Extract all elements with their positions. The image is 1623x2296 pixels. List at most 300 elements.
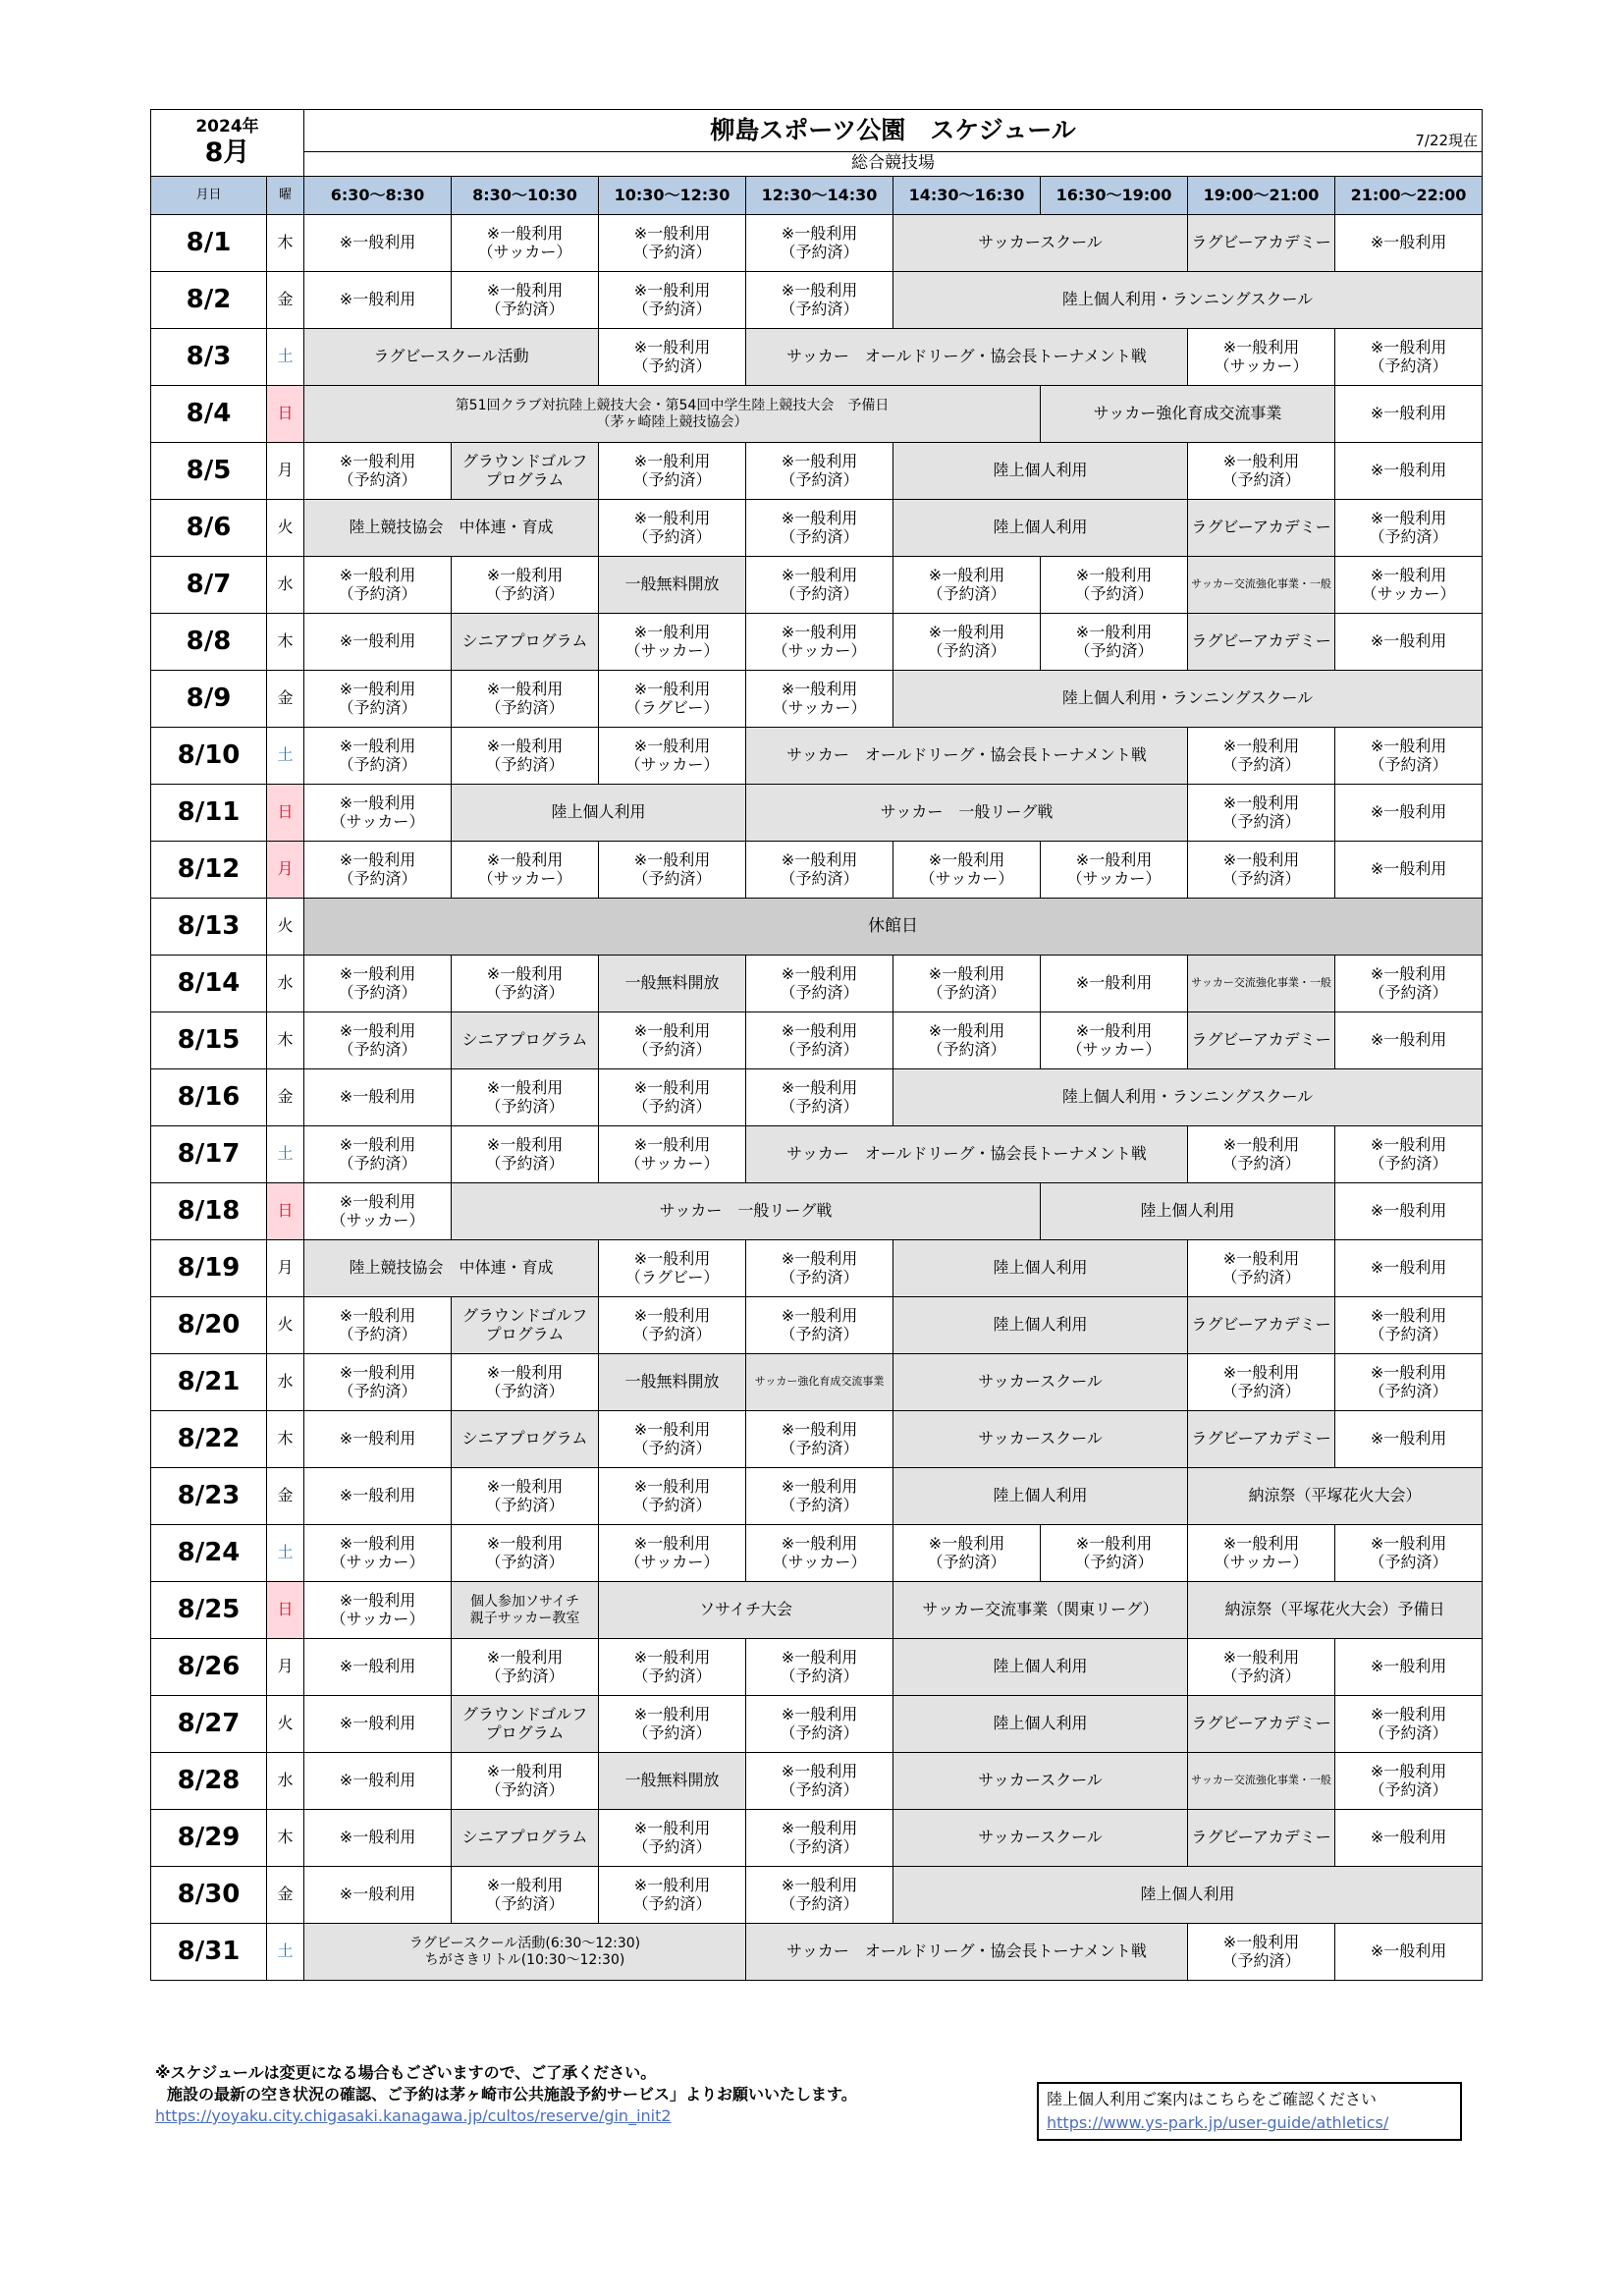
schedule-slot <box>746 215 893 272</box>
schedule-slot <box>746 785 1188 842</box>
slot-text: 休館日 <box>868 915 919 936</box>
schedule-slot <box>1335 728 1483 785</box>
schedule-slot <box>1188 329 1335 386</box>
schedule-slot <box>599 1867 746 1924</box>
slot-text: 陸上個人利用 <box>993 1486 1088 1505</box>
slot-text: ※一般利用 <box>1370 859 1447 879</box>
closed-day-cell <box>304 899 1483 956</box>
slot-text: （予約済） <box>485 754 565 774</box>
slot-text: （予約済） <box>1221 1666 1301 1685</box>
schedule-slot <box>599 1126 746 1183</box>
slot-text: ※一般利用 <box>1222 1363 1300 1383</box>
weekday-cell: 水 <box>267 1753 304 1810</box>
date-cell: 8/12 <box>151 842 267 899</box>
day-row <box>151 1240 1483 1297</box>
date-cell: 8/3 <box>151 329 267 386</box>
schedule-slot <box>599 614 746 671</box>
slot-text: （予約済） <box>632 242 712 261</box>
slot-text: ※一般利用 <box>1370 1657 1447 1676</box>
slot-text: （予約済） <box>780 1495 859 1514</box>
day-row <box>151 1354 1483 1411</box>
slot-text: （予約済） <box>338 868 417 888</box>
slot-text: サッカー 一般リーグ戦 <box>659 1201 833 1221</box>
column-header: 10:30～12:30 <box>599 177 746 215</box>
slot-text: ※一般利用 <box>339 1429 416 1449</box>
weekday-cell: 日 <box>267 1183 304 1240</box>
day-row <box>151 728 1483 785</box>
slot-text: ※一般利用 <box>1075 623 1153 642</box>
schedule-slot <box>452 1069 599 1126</box>
schedule-slot <box>746 1924 1188 1981</box>
slot-text: ※一般利用 <box>781 224 858 244</box>
schedule-slot <box>304 1183 452 1240</box>
slot-text: （予約済） <box>632 355 712 375</box>
slot-text: ※一般利用 <box>781 1819 858 1838</box>
slot-text: ※一般利用 <box>633 338 711 357</box>
schedule-slot <box>452 1753 599 1810</box>
slot-text: （予約済） <box>780 1779 859 1799</box>
schedule-slot <box>1335 1525 1483 1582</box>
schedule-slot <box>452 272 599 329</box>
slot-text: ※一般利用 <box>1370 1258 1447 1278</box>
slot-text: （サッカー） <box>477 242 572 261</box>
slot-text: （サッカー） <box>1214 1552 1309 1571</box>
slot-text: （予約済） <box>632 1324 712 1343</box>
slot-text: ※一般利用 <box>928 1021 1005 1041</box>
slot-text: 陸上個人利用 <box>993 461 1088 480</box>
weekday-cell: 水 <box>267 956 304 1012</box>
day-row <box>151 500 1483 557</box>
slot-text: プログラム <box>485 1324 565 1343</box>
schedule-slot <box>1335 842 1483 899</box>
schedule-slot <box>304 1753 452 1810</box>
slot-text: ※一般利用 <box>633 850 711 870</box>
slot-text: ※一般利用 <box>781 1249 858 1269</box>
weekday-cell: 水 <box>267 557 304 614</box>
schedule-slot <box>1041 842 1188 899</box>
schedule-slot <box>893 1240 1188 1297</box>
note-change-notice: ※スケジュールは変更になる場合もございますので、ご了承ください。 <box>155 2063 657 2082</box>
schedule-slot <box>599 1297 746 1354</box>
slot-text: 陸上個人利用 <box>993 1657 1088 1676</box>
slot-text: ※一般利用 <box>1222 1534 1300 1554</box>
slot-text: （予約済） <box>780 1324 859 1343</box>
schedule-slot <box>893 1525 1041 1582</box>
schedule-slot <box>893 1069 1483 1126</box>
slot-text: ※一般利用 <box>1370 404 1447 423</box>
column-header: 8:30～10:30 <box>452 177 599 215</box>
slot-text: ※一般利用 <box>781 1420 858 1440</box>
slot-text: （予約済） <box>338 1324 417 1343</box>
slot-text: （予約済） <box>1369 526 1448 546</box>
slot-text: （茅ヶ崎陸上競技協会） <box>596 413 748 430</box>
date-cell: 8/25 <box>151 1582 267 1639</box>
slot-text: 個人参加ソサイチ <box>470 1594 580 1611</box>
slot-text: （予約済） <box>1369 1779 1448 1799</box>
schedule-slot <box>1335 1753 1483 1810</box>
slot-text: ※一般利用 <box>1370 338 1447 357</box>
slot-text: 一般無料開放 <box>624 574 720 594</box>
slot-text: 第51回クラブ対抗陸上競技大会・第54回中学生陸上競技大会 予備日 <box>455 398 890 414</box>
date-cell: 8/2 <box>151 272 267 329</box>
weekday-cell: 金 <box>267 272 304 329</box>
schedule-slot <box>1335 386 1483 443</box>
day-row <box>151 614 1483 671</box>
slot-text: ※一般利用 <box>1222 1933 1300 1952</box>
slot-text: ※一般利用 <box>486 1363 564 1383</box>
schedule-slot <box>452 1525 599 1582</box>
slot-text: ※一般利用 <box>1075 973 1153 993</box>
schedule-slot <box>1188 443 1335 500</box>
schedule-slot <box>304 956 452 1012</box>
slot-text: ※一般利用 <box>339 1192 416 1212</box>
day-row <box>151 1582 1483 1639</box>
slot-text: ※一般利用 <box>1370 1135 1447 1155</box>
slot-text: ※一般利用 <box>339 1657 416 1676</box>
schedule-slot <box>452 215 599 272</box>
weekday-cell: 金 <box>267 671 304 728</box>
schedule-slot <box>452 1411 599 1468</box>
slot-text: ※一般利用 <box>339 793 416 813</box>
date-cell: 8/18 <box>151 1183 267 1240</box>
slot-text: 陸上競技協会 中体連・育成 <box>349 1258 554 1278</box>
slot-text: ラグビーアカデミー <box>1191 1429 1331 1449</box>
day-row <box>151 557 1483 614</box>
schedule-slot <box>893 1639 1188 1696</box>
slot-text: ※一般利用 <box>486 850 564 870</box>
slot-text: （予約済） <box>780 299 859 318</box>
slot-text: （予約済） <box>338 1153 417 1173</box>
schedule-slot <box>452 557 599 614</box>
slot-text: ※一般利用 <box>1222 1135 1300 1155</box>
slot-text: ※一般利用 <box>1222 1249 1300 1269</box>
weekday-cell: 火 <box>267 1696 304 1753</box>
slot-text: 陸上個人利用 <box>1140 1201 1235 1221</box>
column-header: 6:30～8:30 <box>304 177 452 215</box>
slot-text: ※一般利用 <box>1370 1705 1447 1724</box>
date-cell: 8/29 <box>151 1810 267 1867</box>
slot-text: ※一般利用 <box>1222 338 1300 357</box>
schedule-slot <box>893 1696 1188 1753</box>
slot-text: ※一般利用 <box>1370 1429 1447 1449</box>
slot-text: サッカー オールドリーグ・協会長トーナメント戦 <box>786 347 1147 366</box>
reservation-link[interactable]: https://yoyaku.city.chigasaki.kanagawa.jp/cultos/reserve/gin_init2 <box>155 2106 672 2125</box>
slot-text: ※一般利用 <box>1222 1648 1300 1667</box>
column-header: 16:30～19:00 <box>1041 177 1188 215</box>
day-row <box>151 785 1483 842</box>
slot-text: （サッカー） <box>330 1210 425 1230</box>
slot-text: （予約済） <box>632 1722 712 1742</box>
day-row <box>151 1183 1483 1240</box>
slot-text: 一般無料開放 <box>624 1771 720 1790</box>
schedule-slot <box>304 1582 452 1639</box>
slot-text: ※一般利用 <box>781 509 858 528</box>
schedule-slot <box>1335 614 1483 671</box>
month-label: 8月 <box>204 137 250 168</box>
slot-text: ちがさきリトル(10:30～12:30) <box>424 1951 625 1968</box>
slot-text: ※一般利用 <box>486 224 564 244</box>
slot-text: ※一般利用 <box>339 1828 416 1847</box>
slot-text: ※一般利用 <box>633 1648 711 1667</box>
day-row <box>151 272 1483 329</box>
slot-text: ※一般利用 <box>633 1876 711 1895</box>
date-cell: 8/7 <box>151 557 267 614</box>
slot-text: ※一般利用 <box>486 281 564 301</box>
slot-text: ※一般利用 <box>339 631 416 651</box>
slot-text: ※一般利用 <box>1075 566 1153 585</box>
slot-text: ※一般利用 <box>1222 850 1300 870</box>
day-row <box>151 1639 1483 1696</box>
slot-text: （サッカー） <box>1066 868 1162 888</box>
schedule-slot <box>304 1867 452 1924</box>
day-row <box>151 956 1483 1012</box>
footer-notes <box>155 2062 1039 2127</box>
date-cell: 8/9 <box>151 671 267 728</box>
weekday-cell: 月 <box>267 443 304 500</box>
schedule-slot <box>1041 557 1188 614</box>
venue-name: 総合競技場 <box>304 152 1483 177</box>
slot-text: ※一般利用 <box>339 1363 416 1383</box>
schedule-slot <box>599 1582 893 1639</box>
day-row <box>151 443 1483 500</box>
weekday-cell: 土 <box>267 728 304 785</box>
schedule-slot <box>746 614 893 671</box>
slot-text: （サッカー） <box>624 754 720 774</box>
slot-text: ※一般利用 <box>486 680 564 699</box>
day-row <box>151 1696 1483 1753</box>
schedule-slot <box>304 614 452 671</box>
schedule-slot <box>1188 785 1335 842</box>
date-cell: 8/15 <box>151 1012 267 1069</box>
slot-text: ※一般利用 <box>1370 1363 1447 1383</box>
date-cell: 8/1 <box>151 215 267 272</box>
slot-text: （サッカー） <box>919 868 1014 888</box>
weekday-cell: 土 <box>267 1525 304 1582</box>
schedule-slot <box>893 1867 1483 1924</box>
schedule-slot <box>304 386 1041 443</box>
slot-text: （予約済） <box>1221 754 1301 774</box>
weekday-cell: 日 <box>267 386 304 443</box>
slot-text: （予約済） <box>780 1267 859 1286</box>
schedule-slot <box>1188 956 1335 1012</box>
slot-text: プログラム <box>485 469 565 489</box>
schedule-slot <box>1041 956 1188 1012</box>
slot-text: （予約済） <box>780 1722 859 1742</box>
slot-text: ※一般利用 <box>1222 793 1300 813</box>
day-row <box>151 842 1483 899</box>
schedule-slot <box>1188 1525 1335 1582</box>
schedule-slot <box>304 1297 452 1354</box>
slot-text: （予約済） <box>927 640 1006 660</box>
schedule-slot <box>1335 1240 1483 1297</box>
date-cell: 8/28 <box>151 1753 267 1810</box>
day-row <box>151 1297 1483 1354</box>
slot-text: ※一般利用 <box>633 452 711 471</box>
slot-text: サッカースクール <box>978 1372 1103 1392</box>
schedule-slot <box>746 842 893 899</box>
schedule-slot <box>1041 1525 1188 1582</box>
weekday-cell: 水 <box>267 1354 304 1411</box>
schedule-slot <box>1188 1696 1335 1753</box>
weekday-cell: 日 <box>267 1582 304 1639</box>
schedule-slot <box>452 842 599 899</box>
slot-text: プログラム <box>485 1722 565 1742</box>
athletics-info-link[interactable]: https://www.ys-park.jp/user-guide/athletics/ <box>1047 2113 1389 2132</box>
slot-text: （予約済） <box>1369 1552 1448 1571</box>
day-row <box>151 1012 1483 1069</box>
schedule-slot <box>1335 1126 1483 1183</box>
slot-text: サッカー オールドリーグ・協会長トーナメント戦 <box>786 745 1147 765</box>
slot-text: ※一般利用 <box>1370 1941 1447 1961</box>
schedule-slot <box>1335 1297 1483 1354</box>
slot-text: ※一般利用 <box>781 452 858 471</box>
schedule-slot <box>746 272 893 329</box>
slot-text: （予約済） <box>632 1096 712 1116</box>
slot-text: 親子サッカー教室 <box>469 1610 580 1626</box>
schedule-slot <box>1335 1810 1483 1867</box>
schedule-slot <box>1188 1354 1335 1411</box>
slot-text: ※一般利用 <box>633 281 711 301</box>
schedule-slot <box>452 1468 599 1525</box>
weekday-cell: 火 <box>267 1297 304 1354</box>
weekday-cell: 火 <box>267 500 304 557</box>
slot-text: （予約済） <box>632 1039 712 1059</box>
schedule-slot <box>452 1297 599 1354</box>
schedule-slot <box>1188 1126 1335 1183</box>
slot-text: ※一般利用 <box>928 850 1005 870</box>
slot-text: （予約済） <box>780 469 859 489</box>
schedule-slot <box>599 557 746 614</box>
slot-text: （予約済） <box>338 697 417 717</box>
title-cell <box>304 110 1483 152</box>
column-header: 月日 <box>151 177 267 215</box>
slot-text: （予約済） <box>1221 1950 1301 1970</box>
schedule-slot <box>1188 1240 1335 1297</box>
schedule-slot <box>1335 1924 1483 1981</box>
schedule-slot <box>893 1582 1188 1639</box>
schedule-slot <box>746 1069 893 1126</box>
schedule-slot <box>599 1354 746 1411</box>
slot-text: サッカー オールドリーグ・協会長トーナメント戦 <box>786 1941 1147 1961</box>
slot-text: サッカー交流事業（関東リーグ） <box>922 1600 1159 1619</box>
slot-text: ※一般利用 <box>339 1087 416 1107</box>
schedule-slot <box>746 557 893 614</box>
schedule-slot <box>746 1354 893 1411</box>
schedule-slot <box>1188 1012 1335 1069</box>
date-cell: 8/8 <box>151 614 267 671</box>
schedule-slot <box>746 500 893 557</box>
slot-text: サッカースクール <box>978 1828 1103 1847</box>
schedule-slot <box>304 671 452 728</box>
weekday-cell: 日 <box>267 785 304 842</box>
slot-text: ※一般利用 <box>781 281 858 301</box>
slot-text: （予約済） <box>1369 754 1448 774</box>
slot-text: ※一般利用 <box>928 566 1005 585</box>
day-row <box>151 215 1483 272</box>
weekday-cell: 木 <box>267 215 304 272</box>
slot-text: （予約済） <box>632 1495 712 1514</box>
schedule-slot <box>452 1696 599 1753</box>
schedule-slot <box>1335 1012 1483 1069</box>
schedule-slot <box>599 500 746 557</box>
schedule-slot <box>746 1810 893 1867</box>
slot-text: ※一般利用 <box>781 1876 858 1895</box>
schedule-slot <box>1188 1411 1335 1468</box>
weekday-cell: 金 <box>267 1468 304 1525</box>
day-row <box>151 1069 1483 1126</box>
slot-text: ※一般利用 <box>339 1306 416 1326</box>
slot-text: ※一般利用 <box>633 680 711 699</box>
slot-text: （サッカー） <box>330 1609 425 1628</box>
schedule-slot <box>599 842 746 899</box>
slot-text: （予約済） <box>338 583 417 603</box>
date-cell: 8/27 <box>151 1696 267 1753</box>
schedule-slot <box>304 1639 452 1696</box>
schedule-slot <box>746 1411 893 1468</box>
schedule-slot <box>893 1354 1188 1411</box>
slot-text: ※一般利用 <box>633 1420 711 1440</box>
athletics-info-box <box>1037 2082 1462 2141</box>
slot-text: （予約済） <box>927 982 1006 1002</box>
slot-text: ※一般利用 <box>1370 964 1447 984</box>
date-cell: 8/24 <box>151 1525 267 1582</box>
schedule-slot <box>599 1240 746 1297</box>
slot-text: ※一般利用 <box>339 1885 416 1904</box>
slot-text: ※一般利用 <box>633 1534 711 1554</box>
day-row <box>151 671 1483 728</box>
schedule-slot <box>893 614 1041 671</box>
schedule-slot <box>599 1468 746 1525</box>
schedule-slot <box>304 785 452 842</box>
slot-text: （予約済） <box>1074 1552 1154 1571</box>
schedule-slot <box>599 1069 746 1126</box>
slot-text: ※一般利用 <box>1370 566 1447 585</box>
slot-text: ※一般利用 <box>781 1477 858 1497</box>
schedule-slot <box>1335 215 1483 272</box>
schedule-slot <box>893 1753 1188 1810</box>
slot-text: （予約済） <box>1369 355 1448 375</box>
schedule-slot <box>599 215 746 272</box>
athletics-info-text: 陸上個人利用ご案内はこちらをご確認ください <box>1047 2090 1378 2108</box>
slot-text: （予約済） <box>485 697 565 717</box>
slot-text: ラグビーアカデミー <box>1191 1030 1331 1050</box>
schedule-slot <box>599 272 746 329</box>
day-row <box>151 329 1483 386</box>
date-cell: 8/22 <box>151 1411 267 1468</box>
schedule-slot <box>599 1696 746 1753</box>
slot-text: シニアプログラム <box>461 1030 588 1050</box>
slot-text: ※一般利用 <box>1222 737 1300 756</box>
slot-text: ※一般利用 <box>1075 1534 1153 1554</box>
slot-text: ※一般利用 <box>486 1648 564 1667</box>
year-month-cell <box>151 110 304 177</box>
weekday-cell: 土 <box>267 329 304 386</box>
slot-text: ※一般利用 <box>781 1534 858 1554</box>
slot-text: ※一般利用 <box>1370 631 1447 651</box>
schedule-slot <box>1335 557 1483 614</box>
slot-text: ラグビーアカデミー <box>1191 1315 1331 1335</box>
slot-text: （サッカー） <box>772 1552 867 1571</box>
slot-text: サッカー強化育成交流事業 <box>1093 404 1282 423</box>
schedule-slot <box>1041 1012 1188 1069</box>
schedule-slot <box>452 1810 599 1867</box>
slot-text: （予約済） <box>780 868 859 888</box>
schedule-slot <box>893 557 1041 614</box>
schedule-slot <box>746 1525 893 1582</box>
schedule-slot <box>452 1012 599 1069</box>
slot-text: （予約済） <box>780 1438 859 1457</box>
slot-text: サッカースクール <box>978 1771 1103 1790</box>
